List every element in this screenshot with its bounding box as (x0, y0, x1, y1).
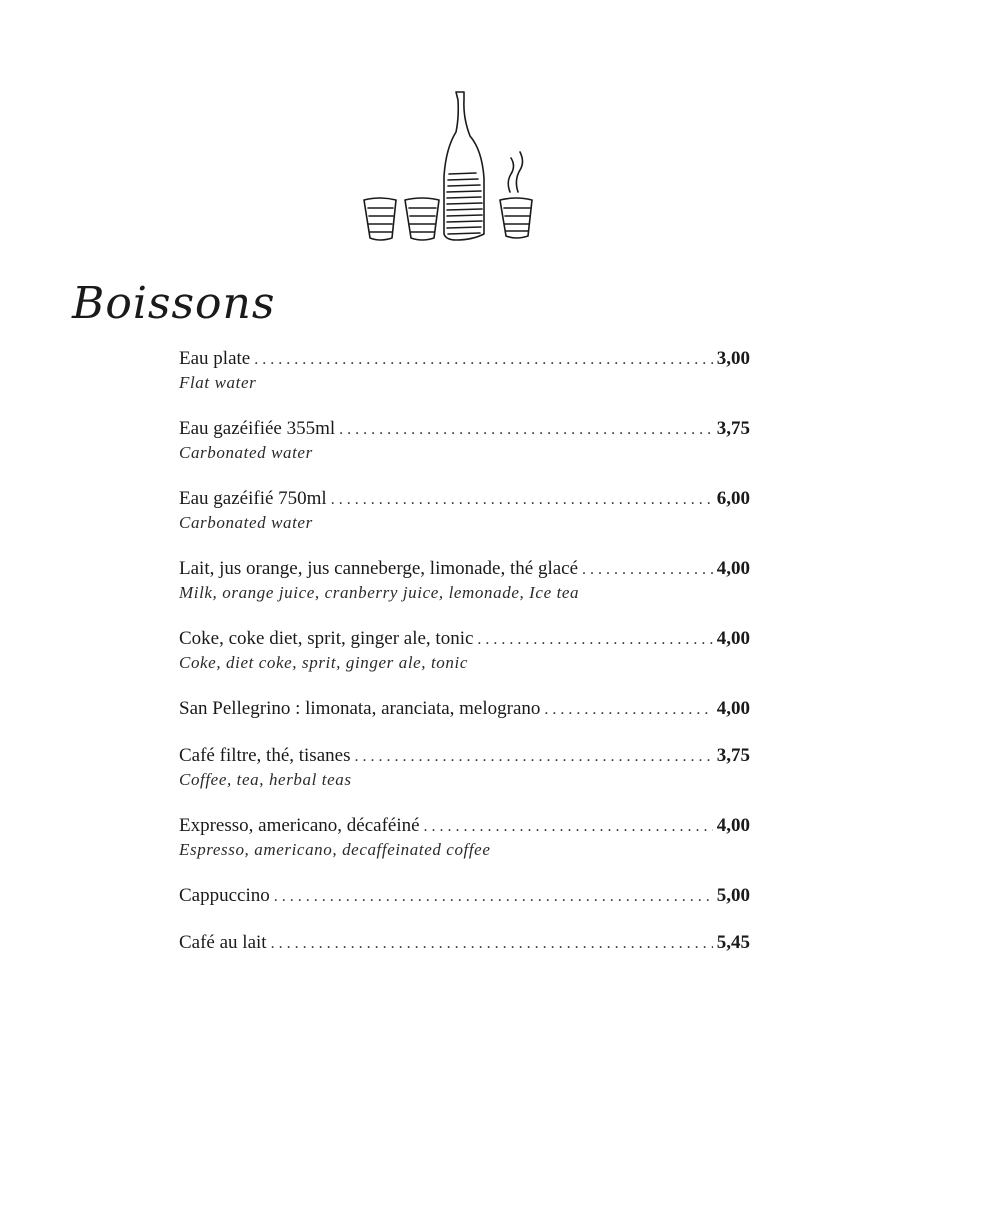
item-name: Café au lait (179, 932, 267, 953)
item-name: Eau gazéifié 750ml (179, 488, 327, 509)
item-translation: Coffee, tea, herbal teas (179, 770, 352, 789)
dot-leader (271, 932, 713, 956)
menu-item (179, 931, 750, 956)
menu-item (179, 697, 750, 722)
dot-leader (544, 698, 712, 722)
section-title: Boissons (72, 278, 276, 329)
item-price: 4,00 (716, 815, 750, 836)
item-translation: Coke, diet coke, sprit, ginger ale, tonic (179, 653, 468, 672)
dot-leader (424, 815, 713, 839)
bottle-and-cups-icon (360, 88, 540, 248)
menu-item (179, 627, 750, 674)
item-translation: Milk, orange juice, cranberry juice, lemonade, Ice tea (179, 583, 580, 602)
menu-item (179, 744, 750, 791)
item-name: Lait, jus orange, jus canneberge, limonade, thé glacé (179, 558, 579, 579)
item-name: San Pellegrino : limonata, aranciata, melograno (179, 698, 541, 719)
item-price: 3,00 (716, 348, 750, 369)
item-price: 4,00 (716, 698, 750, 719)
dot-leader (477, 628, 712, 652)
bottle-and-cups-illustration (360, 88, 540, 248)
item-name: Eau gazéifiée 355ml (179, 418, 336, 439)
item-translation: Espresso, americano, decaffeinated coffee (179, 840, 491, 859)
dot-leader (354, 745, 712, 769)
menu-item (179, 417, 750, 464)
dot-leader (331, 488, 713, 512)
item-name: Café filtre, thé, tisanes (179, 745, 351, 766)
item-name: Expresso, americano, décaféiné (179, 815, 420, 836)
item-name: Coke, coke diet, sprit, ginger ale, tonic (179, 628, 474, 649)
menu-item (179, 814, 750, 861)
item-price: 3,75 (716, 418, 750, 439)
item-price: 4,00 (716, 628, 750, 649)
dot-leader (254, 348, 713, 372)
menu-item (179, 557, 750, 604)
dot-leader (274, 885, 713, 909)
item-name: Eau plate (179, 348, 251, 369)
item-price: 3,75 (716, 745, 750, 766)
item-translation: Carbonated water (179, 443, 313, 462)
item-price: 6,00 (716, 488, 750, 509)
item-translation: Flat water (179, 373, 257, 392)
item-translation: Carbonated water (179, 513, 313, 532)
item-price: 4,00 (716, 558, 750, 579)
drinks-menu-list (179, 347, 750, 978)
item-price: 5,45 (716, 932, 750, 953)
dot-leader (339, 418, 713, 442)
dot-leader (582, 558, 713, 582)
item-name: Cappuccino (179, 885, 270, 906)
item-price: 5,00 (716, 885, 750, 906)
menu-item (179, 487, 750, 534)
menu-item (179, 884, 750, 909)
menu-item (179, 347, 750, 394)
